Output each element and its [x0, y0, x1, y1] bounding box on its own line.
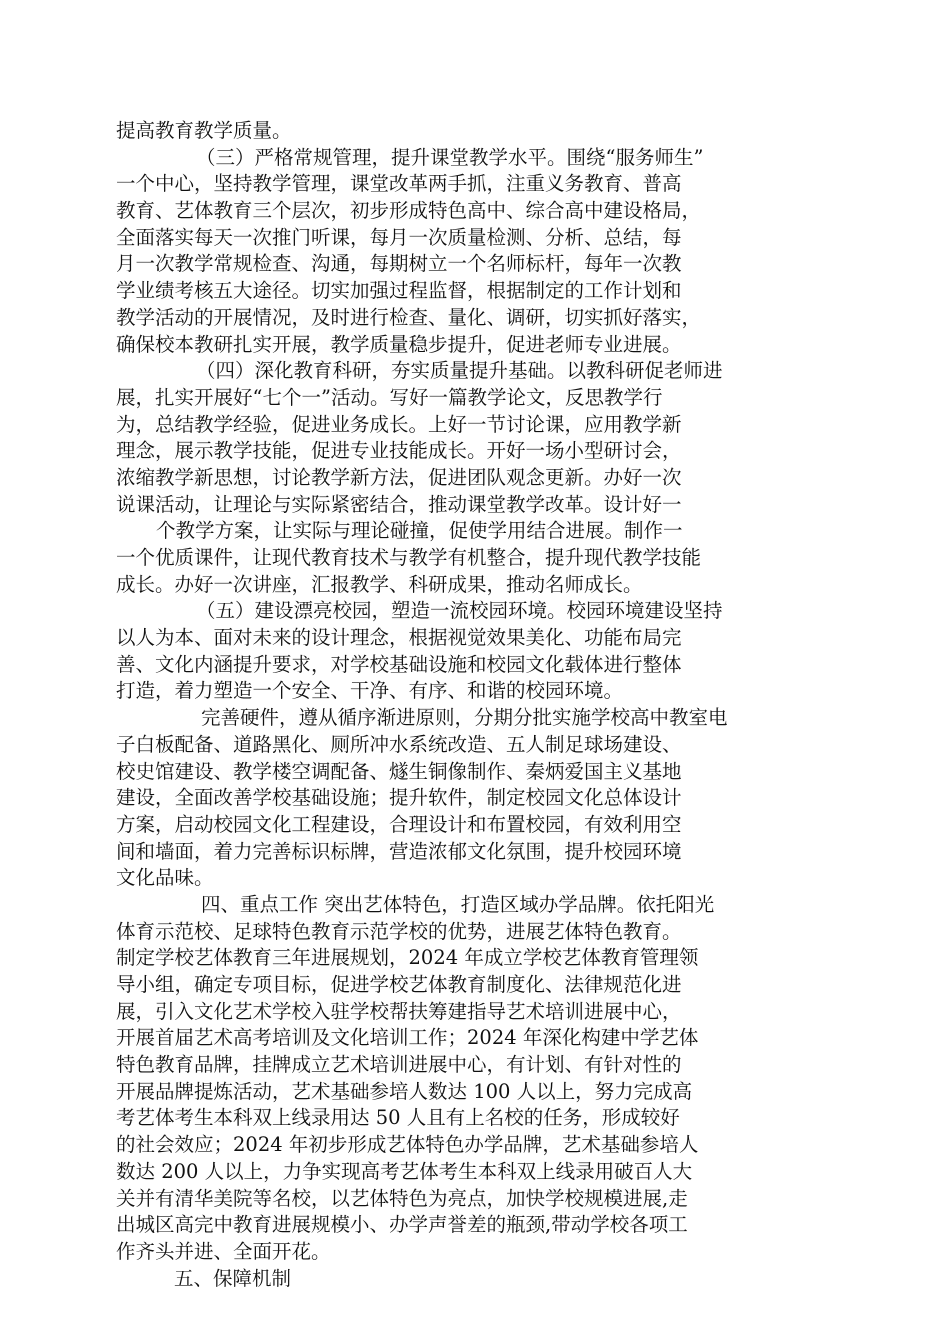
text-line: 理念，展示教学技能，促进专业技能成长。开好一场小型研讨会， — [116, 439, 682, 463]
text-line: 数达 200 人以上，力争实现高考艺体考生本科双上线录用破百人大 — [116, 1159, 693, 1183]
section-heading-key-work: 四、重点工作 突出艺体特色，打造区域办学品牌。依托阳光 — [201, 892, 715, 916]
text-line: 教学活动的开展情况，及时进行检查、量化、调研，切实抓好落实， — [116, 305, 702, 329]
section-heading-safeguard: 五、保障机制 — [174, 1266, 292, 1290]
text-line: 善、文化内涵提升要求，对学校基础设施和校园文化载体进行整体 — [116, 652, 682, 676]
text-line: 出城区高完中教育进展规模小、办学声誉差的瓶颈,带动学校各项工 — [116, 1213, 688, 1237]
text-line: 一个中心，坚持教学管理，课堂改革两手抓，注重义务教育、普高 — [116, 172, 682, 196]
text-line: 为，总结教学经验，促进业务成长。上好一节讨论课，应用教学新 — [116, 412, 682, 436]
text-line: 学业绩考核五大途径。切实加强过程监督，根据制定的工作计划和 — [116, 279, 682, 303]
text-line: 文化品味。 — [116, 866, 214, 890]
text-line: 展，扎实开展好“七个一”活动。写好一篇教学论文，反思教学行 — [116, 385, 663, 409]
text-line: 作齐头并进、全面开花。 — [116, 1239, 331, 1263]
text-line: 一个优质课件，让现代教育技术与教学有机整合，提升现代教学技能 — [116, 546, 702, 569]
document-body — [116, 118, 821, 1292]
text-line: 间和墙面，着力完善标识标牌，营造浓郁文化氛围，提升校园环境 — [116, 839, 682, 863]
text-line: 导小组，确定专项目标，促进学校艺体教育制度化、法律规范化进 — [116, 973, 682, 996]
section-heading-5: （五）建设漂亮校园，塑造一流校园环境。校园环境建设坚持 — [196, 599, 723, 623]
text-line: 月一次教学常规检查、沟通，每期树立一个名师标杆，每年一次教 — [116, 252, 682, 276]
text-line: 全面落实每天一次推门听课，每月一次质量检测、分析、总结，每 — [116, 225, 682, 249]
text-line: 制定学校艺体教育三年进展规划，2024 年成立学校艺体教育管理领 — [116, 946, 699, 970]
text-line: 关并有清华美院等名校，以艺体特色为亮点，加快学校规模进展,走 — [116, 1186, 688, 1210]
text-line: 特色教育品牌，挂牌成立艺术培训进展中心，有计划、有针对性的 — [116, 1053, 682, 1077]
text-line: 以人为本、面对未来的设计理念，根据视觉效果美化、功能布局完 — [116, 626, 682, 650]
text-line: 浓缩教学新思想，讨论教学新方法，促进团队观念更新。办好一次 — [116, 465, 682, 489]
text-line: 提高教育教学质量。 — [116, 119, 292, 142]
text-line: 成长。办好一次讲座，汇报教学、科研成果，推动名师成长。 — [116, 572, 643, 596]
text-line: 考艺体考生本科双上线录用达 50 人且有上名校的任务，形成较好 — [116, 1106, 680, 1130]
text-line: 确保校本教研扎实开展，教学质量稳步提升，促进老师专业进展。 — [116, 332, 682, 356]
text-line: 个教学方案，让实际与理论碰撞，促使学用结合进展。制作一 — [156, 519, 683, 543]
text-line: 打造，着力塑造一个安全、干净、有序、和谐的校园环境。 — [116, 679, 624, 703]
text-line: 体育示范校、足球特色教育示范学校的优势，进展艺体特色教育。 — [116, 919, 682, 943]
text-line: 展，引入文化艺术学校入驻学校帮扶筹建指导艺术培训进展中心， — [116, 999, 682, 1023]
text-line: 校史馆建设、教学楼空调配备、燧生铜像制作、秦炳爱国主义基地 — [116, 759, 682, 783]
text-line: 子白板配备、道路黑化、厕所冲水系统改造、五人制足球场建设、 — [116, 732, 682, 756]
text-line: 说课活动，让理论与实际紧密结合，推动课堂教学改革。设计好一 — [116, 492, 682, 516]
section-heading-4: （四）深化教育科研，夯实质量提升基础。以教科研促老师进 — [196, 359, 723, 383]
section-heading-3: （三）严格常规管理，提升课堂教学水平。围绕“服务师生” — [196, 145, 704, 169]
text-line: 开展品牌提炼活动，艺术基础参培人数达 100 人以上，努力完成高 — [116, 1079, 693, 1103]
text-line: 开展首届艺术高考培训及文化培训工作；2024 年深化构建中学艺体 — [116, 1026, 699, 1050]
text-line: 的社会效应；2024 年初步形成艺体特色办学品牌，艺术基础参培人 — [116, 1133, 699, 1157]
text-line: 教育、艺体教育三个层次，初步形成特色高中、综合高中建设格局， — [116, 199, 702, 223]
text-line: 方案，启动校园文化工程建设，合理设计和布置校园，有效利用空 — [116, 812, 682, 836]
text-line: 建设，全面改善学校基础设施；提升软件，制定校园文化总体设计 — [116, 786, 682, 810]
paragraph-start: 完善硬件，遵从循序渐进原则，分期分批实施学校高中教室电 — [201, 706, 728, 730]
